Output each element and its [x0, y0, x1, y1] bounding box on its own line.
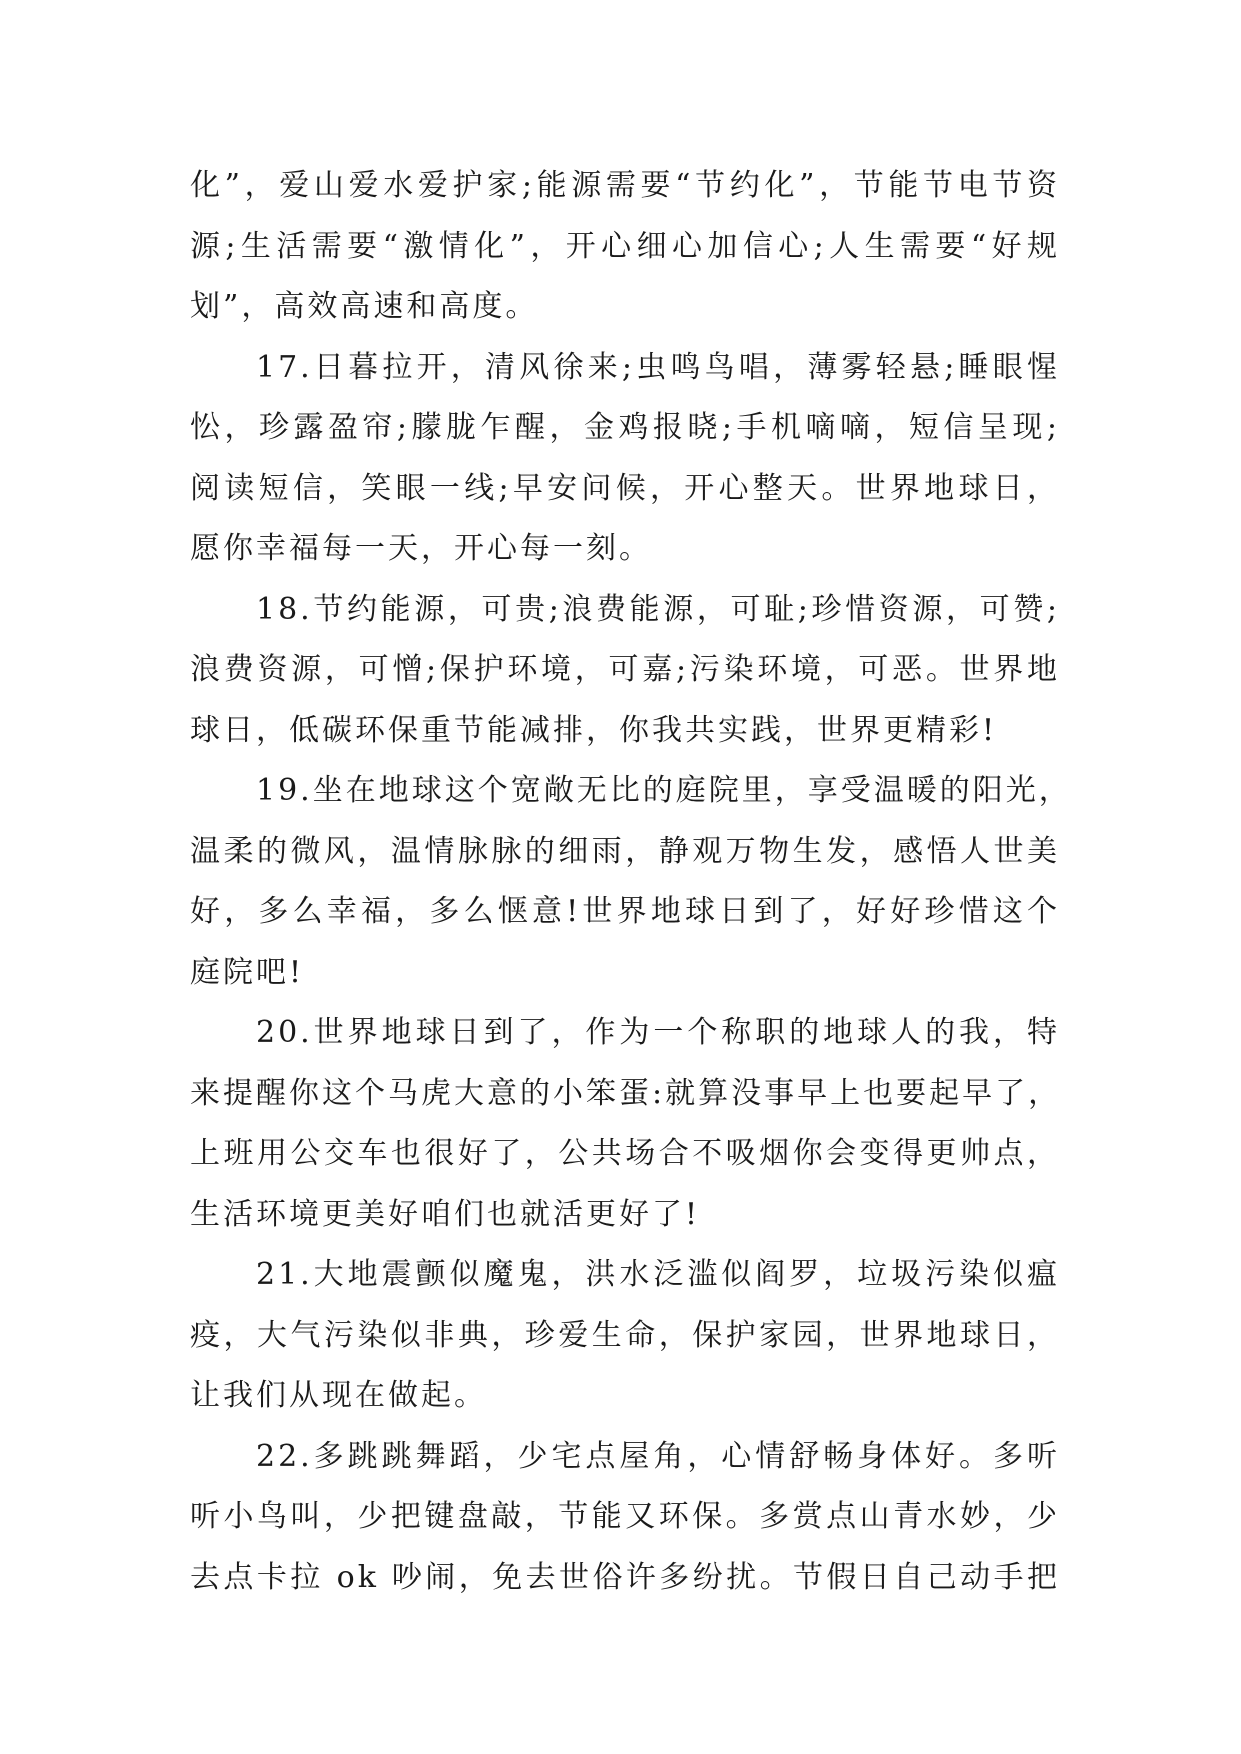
- paragraph-22: [190, 1427, 1060, 1609]
- text-line: 22.多跳跳舞蹈，少宅点屋角，心情舒畅身体好。多听: [256, 1438, 1060, 1474]
- text-line: 化”，爱山爱水爱护家;能源需要“节约化”，节能节电节资: [190, 168, 1060, 203]
- text-line: 上班用公交车也很好了，公共场合不吸烟你会变得更帅点，: [190, 1136, 1060, 1171]
- text-line: 庭院吧!: [190, 954, 305, 990]
- text-line: 来提醒你这个马虎大意的小笨蛋:就算没事早上也要起早了，: [190, 1075, 1062, 1111]
- text-line: 18.节约能源，可贵;浪费能源，可耻;珍惜资源，可赞;: [256, 591, 1060, 627]
- text-line: 球日，低碳环保重节能减排，你我共实践，世界更精彩!: [190, 712, 998, 748]
- text-line: 21.大地震颤似魔鬼，洪水泛滥似阎罗，垃圾污染似瘟: [256, 1257, 1060, 1292]
- text-line: 阅读短信，笑眼一线;早安问候，开心整天。世界地球日，: [190, 470, 1060, 506]
- text-line: 听小鸟叫，少把键盘敲，节能又环保。多赏点山青水妙，少: [190, 1499, 1060, 1534]
- paragraph-20: [190, 1003, 1060, 1245]
- text-line: 19.坐在地球这个宽敞无比的庭院里，享受温暖的阳光，: [256, 773, 1072, 808]
- text-line: 好，多么幸福，多么惬意!世界地球日到了，好好珍惜这个: [190, 894, 1060, 929]
- text-line: 源;生活需要“激情化”，开心细心加信心;人生需要“好规: [190, 228, 1060, 264]
- text-line: 去点卡拉 ok 吵闹，免去世俗许多纷扰。节假日自己动手把: [190, 1559, 1060, 1595]
- paragraph-19: [190, 761, 1072, 1003]
- text-line: 让我们从现在做起。: [190, 1378, 487, 1413]
- text-line: 愿你幸福每一天，开心每一刻。: [190, 531, 652, 566]
- text-line: 划”，高效高速和高度。: [190, 289, 539, 324]
- paragraph-17: [190, 338, 1060, 580]
- text-line: 忪，珍露盈帘;朦胧乍醒，金鸡报晓;手机嘀嘀，短信呈现;: [190, 410, 1060, 445]
- paragraph-16-continued: [190, 156, 1060, 338]
- text-line: 温柔的微风，温情脉脉的细雨，静观万物生发，感悟人世美: [190, 833, 1060, 869]
- text-line: 疫，大气污染似非典，珍爱生命，保护家园，世界地球日，: [190, 1317, 1060, 1353]
- document-page: [190, 156, 1072, 1608]
- text-line: 生活环境更美好咱们也就活更好了!: [190, 1196, 701, 1232]
- paragraph-18: [190, 580, 1060, 762]
- text-line: 20.世界地球日到了，作为一个称职的地球人的我，特: [256, 1015, 1060, 1050]
- text-line: 浪费资源，可憎;保护环境，可嘉;污染环境，可恶。世界地: [190, 652, 1060, 687]
- text-line: 17.日暮拉开，清风徐来;虫鸣鸟唱，薄雾轻悬;睡眼惺: [256, 349, 1060, 385]
- paragraph-21: [190, 1245, 1060, 1427]
